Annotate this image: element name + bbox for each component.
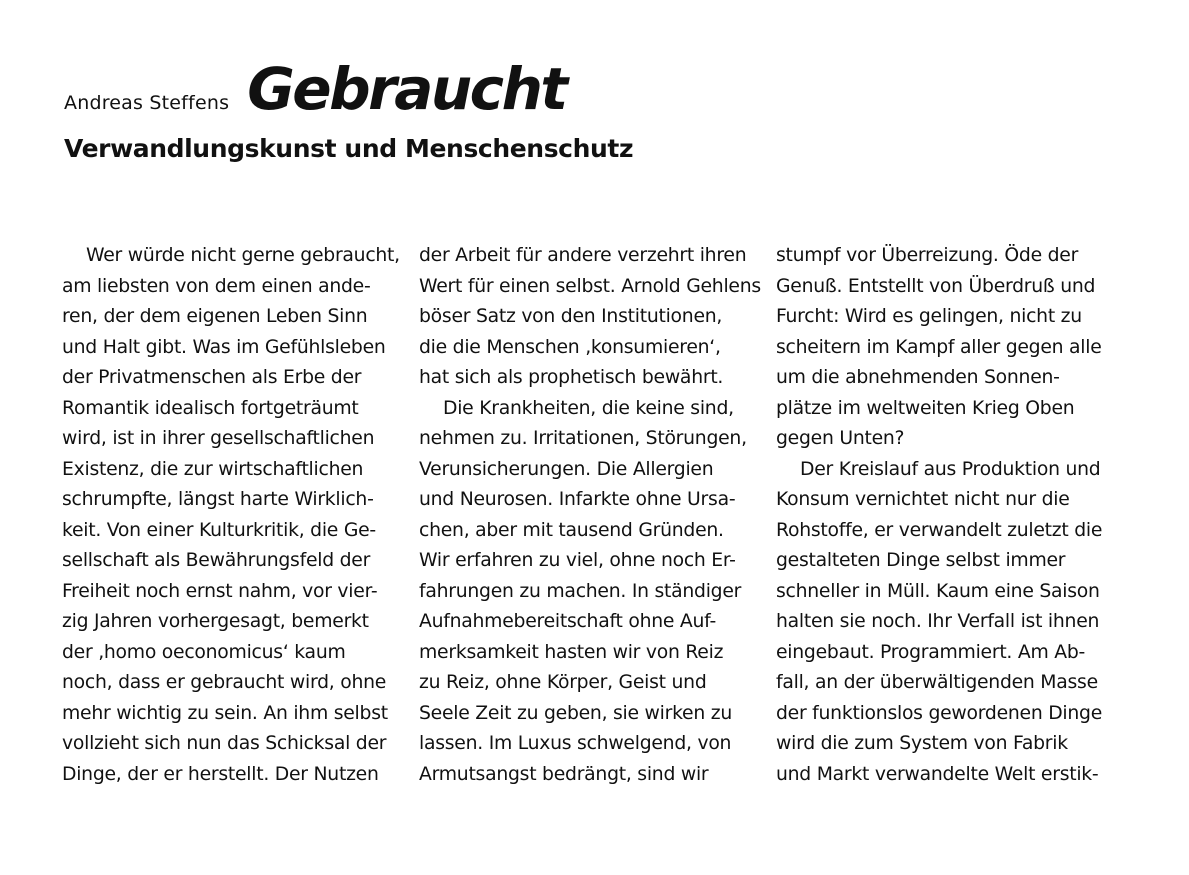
text-line: sellschaft als Bewährungsfeld der (62, 550, 371, 571)
text-line: böser Satz von den Institutionen, (419, 306, 723, 327)
text-column-3 (776, 241, 1116, 790)
text-line: fahrungen zu machen. In ständiger (419, 580, 742, 602)
text-line: und Halt gibt. Was im Gefühlsleben (62, 336, 386, 358)
text-line: noch, dass er gebraucht wird, ohne (62, 672, 387, 693)
text-line: Existenz, die zur wirtschaftlichen (62, 458, 364, 480)
text-line: Dinge, der er herstellt. Der Nutzen (62, 763, 379, 785)
text-line: Verunsicherungen. Die Allergien (419, 458, 714, 480)
text-line: fall, an der überwältigenden Masse (776, 672, 1098, 693)
text-line: schneller in Müll. Kaum eine Saison (776, 580, 1100, 602)
text-line: um die abnehmenden Sonnen- (776, 367, 1060, 388)
author-name: Andreas Steffens (64, 92, 230, 114)
text-line: plätze im weltweiten Krieg Oben (776, 397, 1075, 419)
article-body (62, 241, 1142, 801)
text-line: nehmen zu. Irritationen, Störungen, (419, 428, 747, 449)
text-line: der Privatmenschen als Erbe der (62, 367, 362, 388)
text-line: mehr wichtig zu sein. An ihm selbst (62, 702, 388, 724)
text-line: Furcht: Wird es gelingen, nicht zu (776, 306, 1082, 327)
text-line: Armutsangst bedrängt, sind wir (419, 763, 709, 785)
text-line: Genuß. Entstellt von Überdruß und (776, 275, 1096, 297)
text-line: die die Menschen ‚konsumieren‘, (419, 336, 721, 358)
text-line: vollzieht sich nun das Schicksal der (62, 733, 387, 754)
text-line: Seele Zeit zu geben, sie wirken zu (419, 702, 733, 724)
text-column-1 (62, 241, 402, 790)
text-line: Aufnahmebereitschaft ohne Auf- (419, 611, 717, 632)
text-line: Romantik idealisch fortgeträumt (62, 397, 359, 419)
text-line: hat sich als prophetisch bewährt. (419, 367, 724, 388)
text-line: wird, ist in ihrer gesellschaftlichen (62, 428, 375, 449)
text-line: und Markt verwandelte Welt erstik- (776, 763, 1099, 785)
text-line: gegen Unten? (776, 428, 905, 449)
text-line: lassen. Im Luxus schwelgend, von (419, 733, 732, 754)
text-line: der ‚homo oeconomicus‘ kaum (62, 641, 346, 663)
text-line: zig Jahren vorhergesagt, bemerkt (62, 611, 369, 632)
text-line: gestalteten Dinge selbst immer (776, 550, 1066, 571)
text-line: schrumpfte, längst harte Wirklich- (62, 489, 374, 510)
text-line: chen, aber mit tausend Gründen. (419, 519, 724, 541)
text-line: keit. Von einer Kulturkritik, die Ge- (62, 519, 376, 541)
text-line: zu Reiz, ohne Körper, Geist und (419, 672, 707, 693)
article-header (64, 55, 1144, 163)
article-title: Gebraucht (247, 55, 566, 123)
text-line: der funktionslos gewordenen Dinge (776, 702, 1103, 724)
text-line: Wir erfahren zu viel, ohne noch Er- (419, 550, 736, 571)
text-line: stumpf vor Überreizung. Öde der (776, 245, 1079, 266)
text-line: halten sie noch. Ihr Verfall ist ihnen (776, 611, 1100, 632)
text-line: Konsum vernichtet nicht nur die (776, 489, 1070, 510)
text-line: Die Krankheiten, die keine sind, (443, 397, 734, 419)
text-line: und Neurosen. Infarkte ohne Ursa- (419, 489, 736, 510)
text-line: Wer würde nicht gerne gebraucht, (86, 245, 400, 266)
author-title-row (64, 55, 1144, 123)
text-column-2 (419, 241, 759, 790)
text-line: eingebaut. Programmiert. Am Ab- (776, 641, 1086, 663)
text-line: Freiheit noch ernst nahm, vor vier- (62, 580, 378, 602)
text-line: Wert für einen selbst. Arnold Gehlens (419, 275, 761, 297)
article-subtitle: Verwandlungskunst und Menschenschutz (64, 134, 634, 163)
text-line: Der Kreislauf aus Produktion und (800, 458, 1101, 480)
text-line: merksamkeit hasten wir von Reiz (419, 641, 724, 663)
text-line: der Arbeit für andere verzehrt ihren (419, 245, 747, 266)
text-line: Rohstoffe, er verwandelt zuletzt die (776, 519, 1103, 541)
text-line: scheitern im Kampf aller gegen alle (776, 336, 1102, 358)
text-line: ren, der dem eigenen Leben Sinn (62, 306, 368, 327)
text-line: wird die zum System von Fabrik (776, 733, 1068, 754)
text-line: am liebsten von dem einen ande- (62, 275, 371, 297)
